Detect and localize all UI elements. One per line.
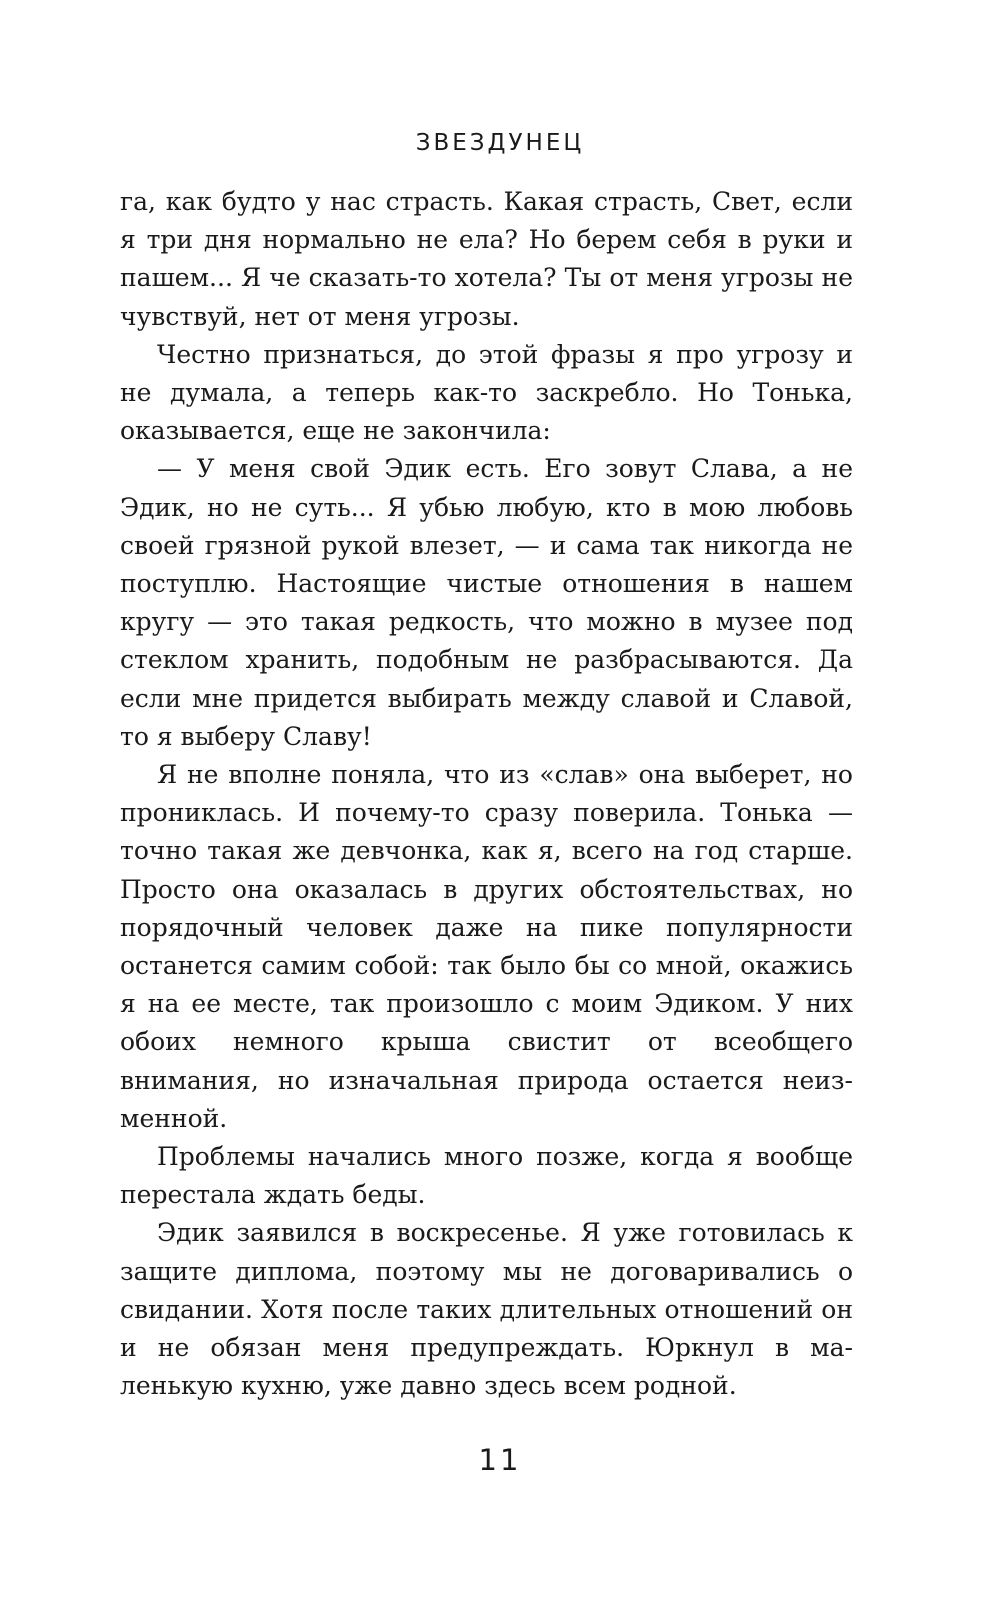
- page-number: 11: [478, 1443, 522, 1477]
- paragraph-4: Я не вполне поняла, что из «слав» она выберет, но прониклась. И почему-то сразу поверила. Тонька — точно такая же девчонка, как я, всего на год старше. Просто она оказалась в других обстоятельствах, но порядочный человек даже на пике популярности останется самим собой: так было бы со мной, окажись я на ее месте, так произошло с моим Эдиком. У них обоих немного крыша свистит от всеобщего внимания, но изначальная природа остается неизменной.: [120, 760, 853, 1133]
- paragraph-1: га, как будто у нас страсть. Какая страсть, Свет, если я три дня нормально не ела? Но берем себя в руки и пашем... Я че сказать-то хотела? Ты от меня угрозы не чувствуй, нет от меня угрозы.: [120, 187, 853, 331]
- paragraph-5: Проблемы начались много позже, когда я вообще перестала ждать беды.: [120, 1142, 853, 1210]
- paragraph-2: Честно признаться, до этой фразы я про угрозу и не думала, а теперь как-то заскребло. Но Тонька, оказывается, еще не закончила:: [120, 339, 853, 446]
- body-text: [120, 183, 853, 1406]
- paragraph-3: — У меня свой Эдик есть. Его зовут Слава, а не Эдик, но не суть... Я убью любую, кто в мою любовь своей грязной рукой влезет, — и сама так никогда не поступлю. Настоящие чистые отношения в нашем кругу — это такая редкость, что можно в музее под стеклом хранить, подобным не разбрасываются. Да если мне придется выбирать между славой и Славой, то я выберу Славу!: [120, 454, 853, 751]
- paragraph-6: Эдик заявился в воскресенье. Я уже готовилась к защите диплома, поэтому мы не договаривались о свидании. Хотя после таких длительных отношений он и не обязан меня предупреждать. Юркнул в маленькую кухню, уже давно здесь всем родной.: [120, 1218, 853, 1401]
- running-title: ЗВЕЗДУНЕЦ: [415, 130, 585, 156]
